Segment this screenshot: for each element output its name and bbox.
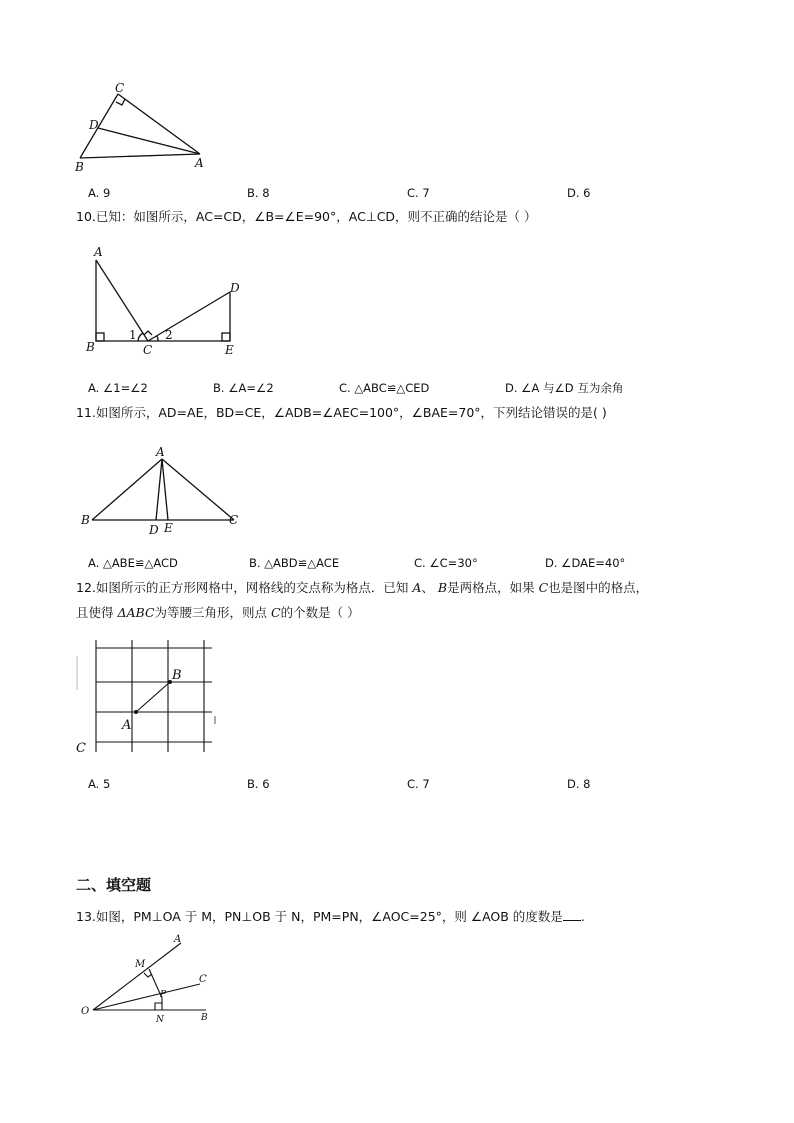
q12-option-b[interactable]: B. 6: [247, 777, 270, 791]
q11-label-a: A: [156, 445, 165, 459]
q10-stem: 10.已知：如图所示，AC=CD，∠B=∠E=90°，AC⊥CD，则不正确的结论是（ ）: [76, 209, 537, 224]
q12-grid-figure: [72, 636, 222, 758]
q13-label-a: A: [174, 934, 182, 945]
q10-option-c[interactable]: C. △ABC≌△CED: [339, 381, 430, 395]
q13-figure: [78, 930, 223, 1026]
q13-label-b: B: [201, 1013, 208, 1023]
q11-option-d[interactable]: D. ∠DAE=40°: [545, 556, 626, 570]
q12-option-c[interactable]: C. 7: [407, 777, 430, 791]
q9-label-d: D: [89, 118, 99, 132]
q13-label-p: P: [160, 990, 167, 1000]
q11-option-a[interactable]: A. △ABE≌△ACD: [88, 556, 178, 570]
q11-option-b[interactable]: B. △ABD≌△ACE: [249, 556, 340, 570]
q10-label-a: A: [94, 245, 103, 259]
q10-figure: [80, 240, 250, 360]
q11-stem: 11.如图所示，AD=AE，BD=CE，∠ADB=∠AEC=100°，∠BAE=70°，下列结论错误的是( ): [76, 405, 607, 420]
q11-figure: [78, 440, 250, 538]
q11-option-c[interactable]: C. ∠C=30°: [414, 556, 478, 570]
q13-label-o: O: [81, 1006, 90, 1017]
q12-stem-line1: 12.如图所示的正方形网格中，网格线的交点称为格点．已知 A、 B是两格点，如果 C也是图中的格点，: [76, 580, 649, 595]
q9-option-b[interactable]: B. 8: [247, 186, 270, 200]
q13-stem: 13.如图，PM⊥OA 于 M，PN⊥OB 于 N，PM=PN，∠AOC=25°，则 ∠AOB 的度数是 .: [76, 909, 585, 924]
q12-label-a: A: [122, 718, 132, 733]
q13-label-m: M: [135, 959, 146, 970]
q10-option-a[interactable]: A. ∠1=∠2: [88, 381, 148, 395]
q10-label-angle1: 1: [129, 328, 137, 342]
q10-label-b: B: [86, 340, 95, 354]
q12-stem-line2: 且使得 ΔABC为等腰三角形，则点 C的个数是（ ）: [76, 605, 360, 620]
q10-option-d[interactable]: D. ∠A 与∠D 互为余角: [505, 381, 624, 395]
q9-option-d[interactable]: D. 6: [567, 186, 591, 200]
q10-label-d: D: [230, 281, 240, 295]
q13-label-c: C: [199, 974, 207, 985]
q9-figure: [72, 78, 222, 176]
section-title-fill-in: 二、填空题: [76, 876, 152, 894]
q9-label-a: A: [195, 156, 204, 170]
q9-option-c[interactable]: C. 7: [407, 186, 430, 200]
q11-label-d: D: [149, 523, 159, 537]
q12-option-a[interactable]: A. 5: [88, 777, 111, 791]
q12-option-d[interactable]: D. 8: [567, 777, 591, 791]
q10-label-c: C: [143, 343, 153, 357]
q9-option-a[interactable]: A. 9: [88, 186, 111, 200]
q10-label-angle2: 2: [165, 328, 173, 342]
q11-label-b: B: [81, 513, 90, 527]
q10-label-e: E: [225, 343, 234, 357]
q11-label-e: E: [164, 521, 173, 535]
q10-option-b[interactable]: B. ∠A=∠2: [213, 381, 274, 395]
q11-label-c: C: [229, 513, 239, 527]
q9-label-b: B: [75, 160, 84, 174]
q12-label-c: C: [76, 741, 86, 756]
q9-label-c: C: [115, 81, 125, 95]
q13-label-n: N: [156, 1015, 164, 1025]
q13-answer-blank[interactable]: [563, 908, 581, 921]
q12-label-b: B: [172, 668, 182, 683]
